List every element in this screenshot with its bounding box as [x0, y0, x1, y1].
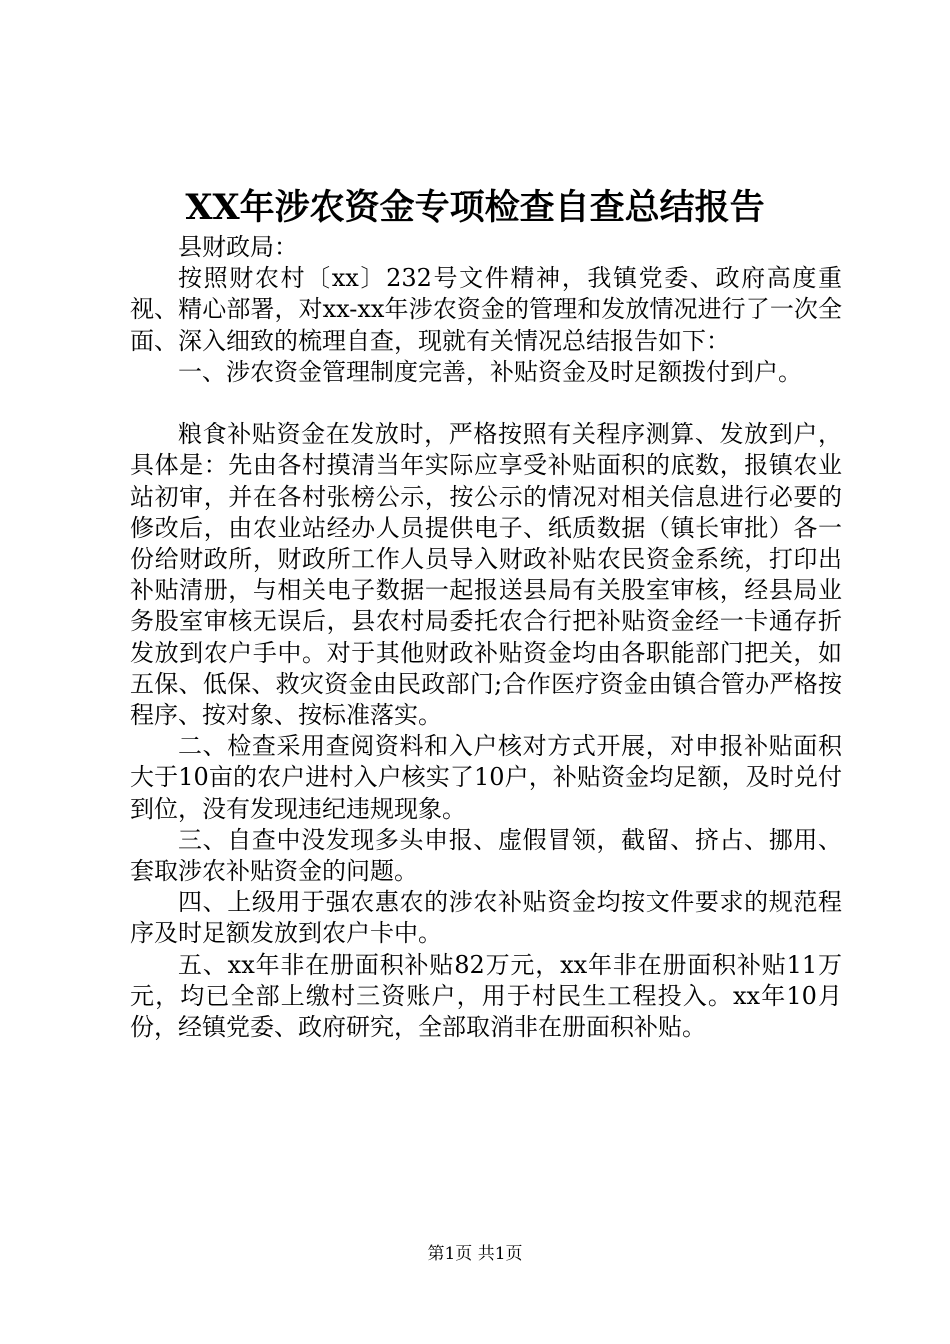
intro-paragraph: 按照财农村〔xx〕232号文件精神，我镇党委、政府高度重视、精心部署，对xx-xx年涉农资金的管理和发放情况进行了一次全面、深入细致的梳理自查，现就有关情况总结报告如下：	[130, 264, 842, 355]
section-one-body: 粮食补贴资金在发放时，严格按照有关程序测算、发放到户，具体是：先由各村摸清当年实际应享受补贴面积的底数，报镇农业站初审，并在各村张榜公示，按公示的情况对相关信息进行必要的修改后，由农业站经办人员提供电子、纸质数据（镇长审批）各一份给财政所，财政所工作人员导入财政补贴农民资金系统，打印出补贴清册，与相关电子数据一起报送县局有关股室审核，经县局业务股室审核无误后，县农村局委托农合行把补贴资金经一卡通存折发放到农户手中。对于其他财政补贴资金均由各职能部门把关，如五保、低保、救灾资金由民政部门;合作医疗资金由镇合管办严格按程序、按对象、按标准落实。	[130, 420, 842, 730]
document-body	[130, 232, 842, 1043]
salutation: 县财政局：	[178, 233, 298, 261]
document-title: XX年涉农资金专项检查自查总结报告	[185, 187, 765, 228]
section-five: 五、xx年非在册面积补贴82万元，xx年非在册面积补贴11万元，均已全部上缴村三资账户，用于村民生工程投入。xx年10月份，经镇党委、政府研究，全部取消非在册面积补贴。	[130, 950, 842, 1042]
page-footer: 第1页 共1页	[427, 1244, 523, 1264]
section-two: 二、检查采用查阅资料和入户核对方式开展，对申报补贴面积大于10亩的农户进村入户核实了10户，补贴资金均足额，及时兑付到位，没有发现违纪违规现象。	[130, 732, 842, 823]
section-three: 三、自查中没发现多头申报、虚假冒领，截留、挤占、挪用、套取涉农补贴资金的问题。	[130, 825, 842, 886]
section-four: 四、上级用于强农惠农的涉农补贴资金均按文件要求的规范程序及时足额发放到农户卡中。	[130, 888, 842, 948]
section-one-heading: 一、涉农资金管理制度完善，补贴资金及时足额拨付到户。	[178, 357, 802, 386]
